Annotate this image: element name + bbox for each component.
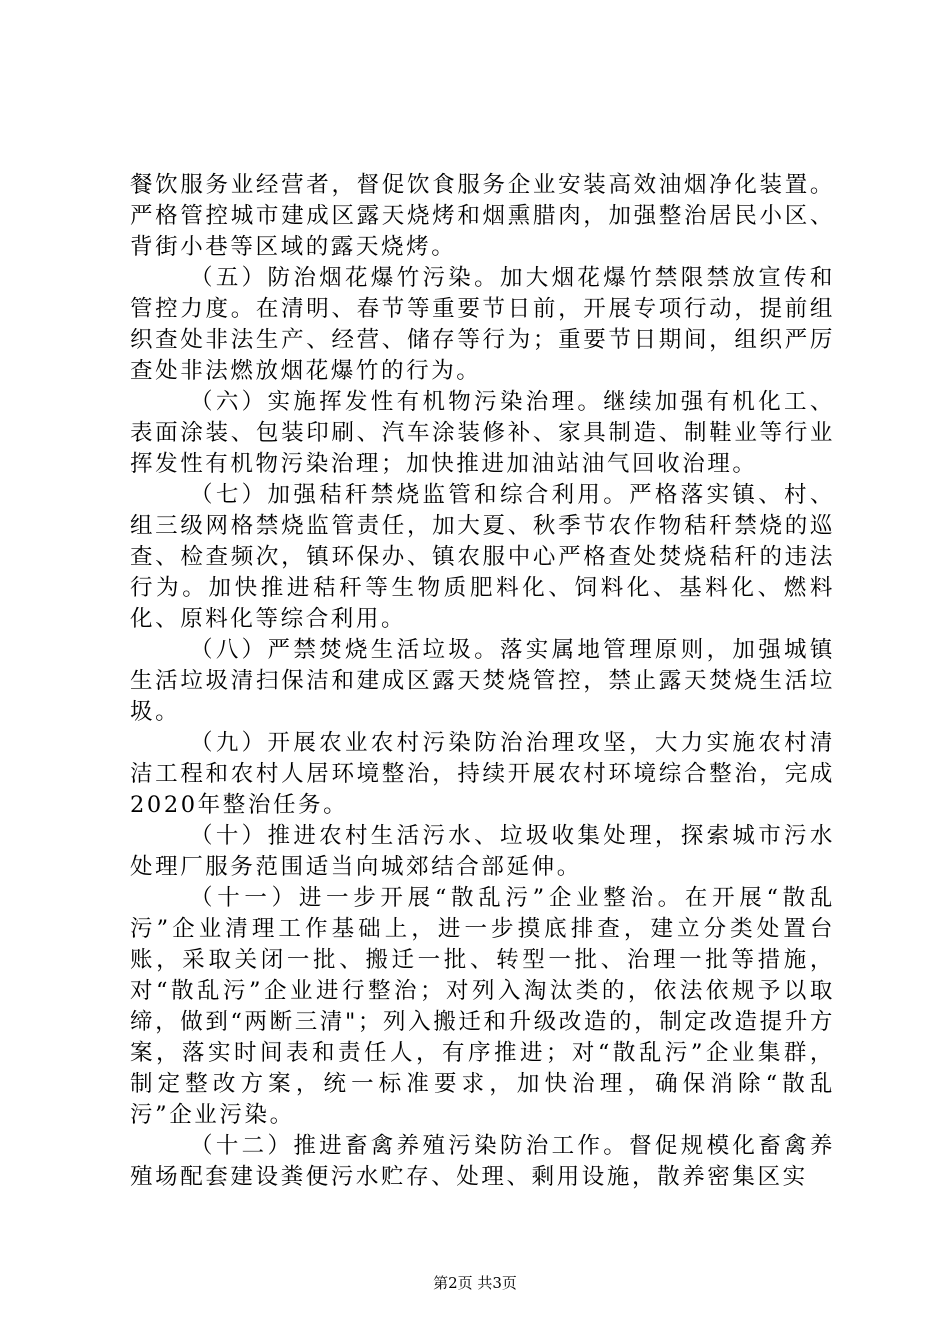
paragraph-9: （十二）推进畜禽养殖污染防治工作。督促规模化畜禽养殖场配套建设粪便污水贮存、处理、剩用设施，散养密集区实 — [130, 1133, 835, 1190]
page-number-footer: 第2页 共3页 — [433, 1274, 517, 1292]
paragraph-2: （五）防治烟花爆竹污染。加大烟花爆竹禁限禁放宣传和管控力度。在清明、春节等重要节日前，开展专项行动，提前组织查处非法生产、经营、储存等行为；重要节日期间，组织严厉查处非法燃放烟花爆竹的行为。 — [130, 265, 835, 384]
document-body — [130, 170, 835, 1193]
paragraph-3: （六）实施挥发性有机物污染治理。继续加强有机化工、表面涂装、包装印刷、汽车涂装修补、家具制造、制鞋业等行业挥发性有机物污染治理；加快推进加油站油气回收治理。 — [130, 389, 835, 477]
paragraph-5: （八）严禁焚烧生活垃圾。落实属地管理原则，加强城镇生活垃圾清扫保洁和建成区露天焚烧管控，禁止露天焚烧生活垃圾。 — [130, 637, 835, 725]
paragraph-7: （十）推进农村生活污水、垃圾收集处理，探索城市污水处理厂服务范围适当向城郊结合部延伸。 — [130, 823, 835, 880]
paragraph-6: （九）开展农业农村污染防治治理攻坚，大力实施农村清洁工程和农村人居环境整治，持续开展农村环境综合整治，完成2020年整治任务。 — [130, 730, 835, 818]
paragraph-8: （十一）进一步开展“散乱污”企业整治。在开展“散乱污”企业清理工作基础上，进一步摸底排查，建立分类处置台账，采取关闭一批、搬迁一批、转型一批、治理一批等措施，对“散乱污”企业进行整治；对列入淘汰类的，依法依规予以取缔，做到“两断三清"；列入搬迁和升级改造的，制定改造提升方案，落实时间表和责任人，有序推进；对“散乱污”企业集群，制定整改方案，统一标准要求，加快治理，确保消除“散乱污”企业污染。 — [130, 885, 835, 1128]
paragraph-1: 餐饮服务业经营者，督促饮食服务企业安装高效油烟净化装置。严格管控城市建成区露天烧烤和烟熏腊肉，加强整治居民小区、背街小巷等区域的露天烧烤。 — [130, 172, 835, 260]
paragraph-4: （七）加强秸秆禁烧监管和综合利用。严格落实镇、村、组三级网格禁烧监管责任，加大夏、秋季节农作物秸秆禁烧的巡查、检查频次，镇环保办、镇农服中心严格查处焚烧秸秆的违法行为。加快推进秸秆等生物质肥料化、饲料化、基料化、燃料化、原料化等综合利用。 — [130, 482, 835, 632]
